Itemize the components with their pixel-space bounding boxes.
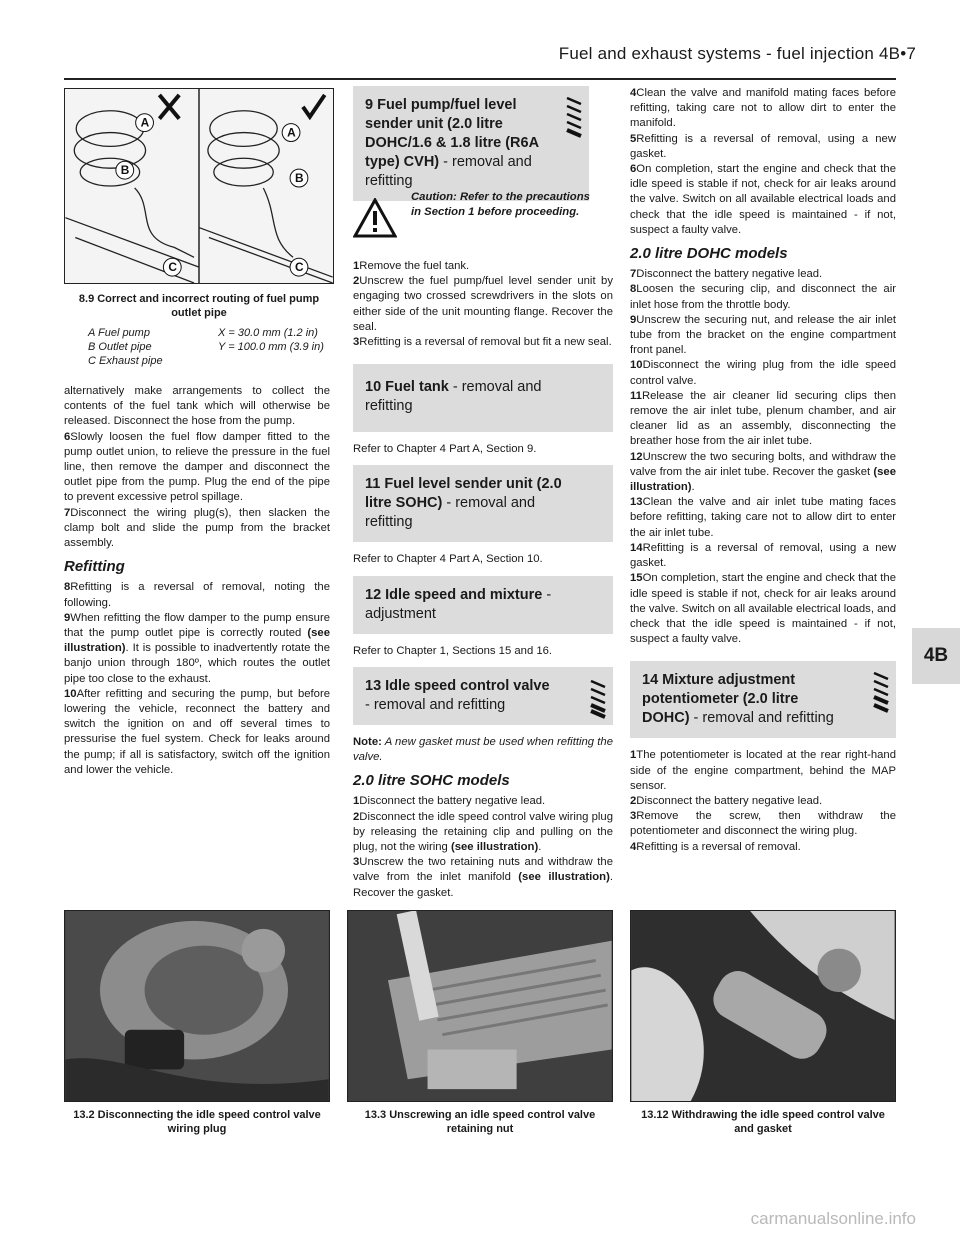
section-10-heading: 10 Fuel tank - removal and refitting <box>353 364 613 432</box>
section-9-heading: 9 Fuel pump/fuel level sender unit (2.0 litre DOHC/1.6 & 1.8 litre (R6A type) CVH) - removal and refitting <box>353 86 589 201</box>
heading-sohc: 2.0 litre SOHC models <box>353 772 510 790</box>
step-2: 2Disconnect the battery negative lead. <box>630 794 823 807</box>
watermark: carmanualsonline.info <box>750 1209 916 1228</box>
step-8: 8Refitting is a reversal of removal, noting the following. <box>64 581 330 609</box>
step-2: 2Unscrew the fuel pump/fuel level sender unit by engaging two crossed screwdrivers in the slots on either side of the unit mounting flange. Recover the seal. <box>353 275 613 333</box>
photo-caption-13-3: 13.3 Unscrewing an idle speed control valve retaining nut <box>364 1109 596 1135</box>
step-7: 7Disconnect the wiring plug(s), then slacken the clamp bolt and slide the pump from the bracket assembly. <box>64 506 330 550</box>
caution-text: Caution: Refer to the precautions in Section 1 before proceeding. <box>411 191 590 218</box>
page-header-title: Fuel and exhaust systems - fuel injection 4B•7 <box>558 44 916 63</box>
step-12: 12Unscrew the two securing bolts, and withdraw the valve from the air inlet tube. Recover the gasket (see illustration). <box>630 450 896 494</box>
section-14-heading: 14 Mixture adjustment potentiometer (2.0 litre DOHC) - removal and refitting <box>630 661 896 738</box>
label-a-left: A <box>140 115 150 130</box>
section-12-heading: 12 Idle speed and mixture - adjustment <box>353 576 613 634</box>
legend-row <box>88 354 338 368</box>
step-3: 3Refitting is a reversal of removal but fit a new seal. <box>353 336 612 349</box>
step-5: 5Refitting is a reversal of removal, using a new gasket. <box>630 132 896 160</box>
step-1: 1Remove the fuel tank. <box>353 260 470 272</box>
section-11-reference: Refer to Chapter 4 Part A, Section 10. <box>353 553 543 566</box>
step-1: 1The potentiometer is located at the rear right-hand side of the engine compartment, behind the MAP sensor. <box>630 749 896 792</box>
step-1: 1Disconnect the battery negative lead. <box>353 795 546 808</box>
section-10-reference: Refer to Chapter 4 Part A, Section 9. <box>353 443 537 456</box>
photo-13-12 <box>630 910 896 1102</box>
section-13-heading: 13 Idle speed control valve - removal and refitting <box>353 667 613 725</box>
photo-13-3 <box>347 910 613 1102</box>
photo-caption-13-2: 13.2 Disconnecting the idle speed control valve wiring plug <box>73 1109 321 1135</box>
difficulty-wrench-icon <box>563 94 585 138</box>
label-a-right: A <box>287 125 296 140</box>
label-c-right: C <box>295 260 304 275</box>
caution-box <box>353 190 593 250</box>
chapter-tab: 4B <box>912 628 960 684</box>
figure-caption-8-9: 8.9 Correct and incorrect routing of fuel pump outlet pipe <box>78 293 320 319</box>
legend-key: C Exhaust pipe <box>88 355 163 367</box>
step-6: 6Slowly loosen the fuel flow damper fitted to the pump outlet union, to relieve the pressure in the fuel line, then remove the damper and disconnect the outlet pipe from the pump. Plug the end of the pipe to prevent excessive petrol spillage. <box>64 430 330 504</box>
legend-key: A Fuel pump <box>88 327 150 339</box>
label-b-left: B <box>120 163 130 178</box>
column-1 <box>64 384 330 778</box>
section-12-reference: Refer to Chapter 1, Sections 15 and 16. <box>353 644 553 657</box>
step-4: 4Refitting is a reversal of removal. <box>630 840 801 853</box>
photo-caption-13-12: 13.12 Withdrawing the idle speed control valve and gasket <box>641 1109 885 1135</box>
step-14: 14Refitting is a reversal of removal, using a new gasket. <box>630 541 896 570</box>
difficulty-wrench-icon <box>870 669 892 713</box>
note: Note: A new gasket must be used when refitting the valve. <box>353 735 613 764</box>
figure-fuel-pump-routing <box>64 88 334 284</box>
difficulty-wrench-icon <box>587 675 609 719</box>
step-8: 8Loosen the securing clip, and disconnect the air inlet hose from the throttle body. <box>630 283 896 311</box>
step-10: 10After refitting and securing the pump, but before lowering the vehicle, reconnect the battery and switch the ignition on and off several times to pressurise the fuel system. Check for leaks around the pump; if all is satisfactory, switch off the ignition and lower the vehicle. <box>64 687 330 776</box>
legend-value: X = 30.0 mm (1.2 in) <box>218 327 318 339</box>
step-3: 3Remove the screw, then withdraw the potentiometer and disconnect the wiring plug. <box>630 810 896 838</box>
step-13: 13Clean the valve and air inlet tube mating faces before refitting, taking care not to allow dirt to enter the air inlet tube. <box>630 496 896 539</box>
heading-refitting: Refitting <box>64 558 125 576</box>
column-3 <box>630 86 896 855</box>
label-c-left: C <box>168 260 177 275</box>
step-3: 3Unscrew the two retaining nuts and withdraw the valve from the inlet manifold (see illustration). Recover the gasket. <box>353 856 613 899</box>
photo-13-3-image <box>348 911 612 1101</box>
step-10: 10Disconnect the wiring plug from the idle speed control valve. <box>630 359 896 387</box>
header-rule <box>64 78 896 80</box>
paragraph: alternatively make arrangements to collect the contents of the fuel tank which will otherwise be released. Disconnect the hose from the pump. <box>64 385 330 428</box>
fuel-pump-drawing <box>65 89 333 283</box>
figure-legend <box>88 326 338 368</box>
step-15: 15On completion, start the engine and check that the idle speed is stable if not, check for air leaks around the valve. Switch on all available electrical loads, and check that the idle speed is maintained - if not, suspect a faulty valve. <box>630 572 896 646</box>
section-11-heading: 11 Fuel level sender unit (2.0 litre SOHC) - removal and refitting <box>353 465 613 542</box>
photo-13-2 <box>64 910 330 1102</box>
photo-13-2-image <box>65 911 329 1101</box>
step-4: 4Clean the valve and manifold mating faces before refitting, taking care not to allow dirt to enter the manifold. <box>630 87 896 130</box>
step-2: 2Disconnect the idle speed control valve wiring plug by releasing the retaining clip and pulling on the plug, not the wiring (see illustration). <box>353 810 613 854</box>
legend-key: B Outlet pipe <box>88 341 152 353</box>
step-9: 9Unscrew the securing nut, and release the air inlet tube from the bracket on the engine compartment front panel. <box>630 313 896 357</box>
step-6: 6On completion, start the engine and check that the idle speed is stable if not, check for air leaks around the valve. Switch on all available electrical loads and check that the idle speed is maintained - if not, suspect a faulty valve. <box>630 163 896 236</box>
heading-dohc: 2.0 litre DOHC models <box>630 245 788 263</box>
label-b-right: B <box>295 171 304 186</box>
legend-row <box>88 340 338 354</box>
step-7: 7Disconnect the battery negative lead. <box>630 268 823 281</box>
step-9: 9When refitting the flow damper to the pump ensure that the pump outlet pipe is correctly routed (see illustration). It is possible to inadvertently rotate the banjo union through 180º, which routes the outlet pipe too close to the exhaust. <box>64 611 330 685</box>
legend-value: Y = 100.0 mm (3.9 in) <box>218 341 324 353</box>
legend-row <box>88 326 338 340</box>
column-2-body <box>353 259 613 901</box>
step-11: 11Release the air cleaner lid securing clips then remove the air inlet tube, plenum chamber, and air cleaner lid as an assembly, disconnecting the breather hose from the air inlet tube. <box>630 389 896 448</box>
warning-triangle-icon <box>353 198 397 238</box>
photo-13-12-image <box>631 911 895 1101</box>
